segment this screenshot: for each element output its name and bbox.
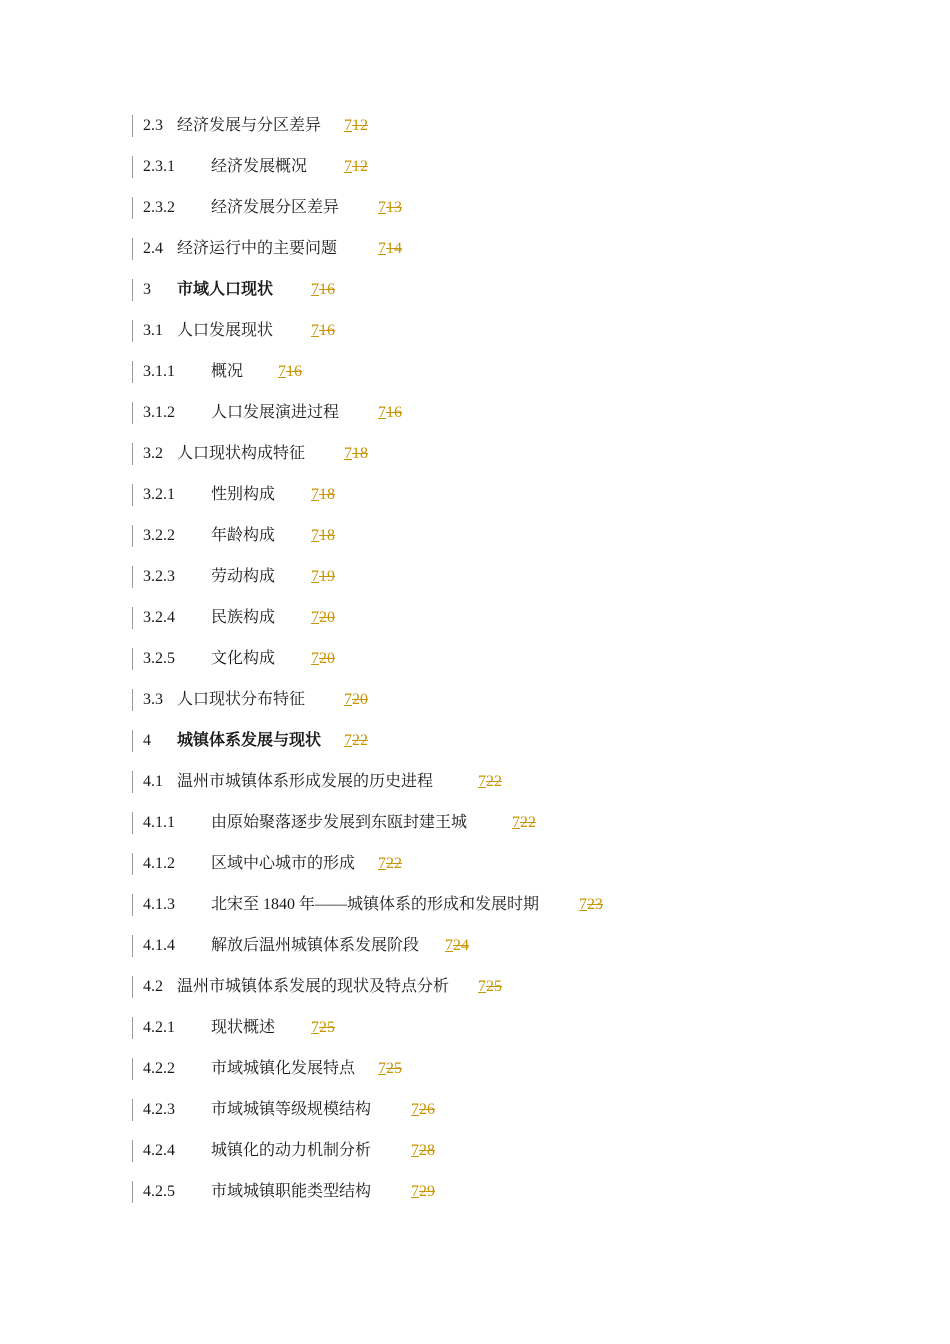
change-bar [132,402,133,424]
toc-entry-title: 现状概述 [211,1019,276,1036]
deleted-page-number: 16 [319,322,335,339]
toc-page-ref[interactable] [411,1182,435,1202]
toc-entry-4-1-3[interactable] [132,887,912,928]
change-bar [132,443,133,465]
deleted-page-number: 22 [486,773,502,790]
change-bar [132,894,133,916]
deleted-page-number: 18 [319,486,335,503]
toc-entry-3-1[interactable] [132,313,912,354]
toc-entry-number: 4.2.4 [143,1142,175,1159]
deleted-page-number: 29 [419,1183,435,1200]
toc-page-ref[interactable] [378,403,402,423]
toc-page-ref[interactable] [378,239,402,259]
deleted-page-number: 16 [319,281,335,298]
toc-page-ref[interactable] [478,977,502,997]
toc-entry-title: 市域城镇化发展特点 [211,1060,356,1077]
toc-entry-title: 经济运行中的主要问题 [177,240,338,257]
toc-entry-number: 4.1.4 [143,937,175,954]
toc-entry-number: 3.2 [143,445,163,462]
toc-entry-number: 2.3.2 [143,199,175,216]
toc-page-ref[interactable] [311,526,335,546]
deleted-page-number: 22 [386,855,402,872]
change-bar [132,1099,133,1121]
change-bar [132,689,133,711]
toc-page-ref[interactable] [344,731,368,751]
toc-entry-number: 3.2.1 [143,486,175,503]
toc-entry-number: 3.2.5 [143,650,175,667]
toc-entry-number: 2.4 [143,240,163,257]
toc-entry-number: 4.2.3 [143,1101,175,1118]
toc-page-ref[interactable] [311,485,335,505]
toc-entry-title: 人口现状分布特征 [177,691,306,708]
change-bar [132,279,133,301]
toc-page-ref[interactable] [579,895,603,915]
toc-entry-title: 由原始聚落逐步发展到东瓯封建王城 [211,814,468,831]
inserted-page-number: 7 [344,732,352,749]
change-bar [132,197,133,219]
toc-page-ref[interactable] [278,362,302,382]
toc-entry-title: 市域人口现状 [177,281,274,298]
inserted-page-number: 7 [311,609,319,626]
toc-page-ref[interactable] [411,1100,435,1120]
change-bar [132,361,133,383]
toc-entry-2-4[interactable] [132,231,912,272]
toc-entry-title: 经济发展概况 [211,158,308,175]
toc-entry-3-1-2[interactable] [132,395,912,436]
toc-entry-title: 民族构成 [211,609,276,626]
deleted-page-number: 18 [352,445,368,462]
inserted-page-number: 7 [278,363,286,380]
toc-entry-number: 2.3 [143,117,163,134]
toc-page-ref[interactable] [445,936,469,956]
inserted-page-number: 7 [344,445,352,462]
change-bar [132,771,133,793]
toc-page-ref[interactable] [311,321,335,341]
toc-entry-3[interactable] [132,272,912,313]
inserted-page-number: 7 [344,158,352,175]
change-bar [132,156,133,178]
toc-entry-title: 市域城镇职能类型结构 [211,1183,372,1200]
inserted-page-number: 7 [411,1183,419,1200]
deleted-page-number: 24 [453,937,469,954]
change-bar [132,935,133,957]
deleted-page-number: 26 [419,1101,435,1118]
inserted-page-number: 7 [344,117,352,134]
deleted-page-number: 14 [386,240,402,257]
toc-page-ref[interactable] [311,649,335,669]
deleted-page-number: 22 [352,732,368,749]
toc-entry-3-2-2[interactable] [132,518,912,559]
toc-page-ref[interactable] [411,1141,435,1161]
deleted-page-number: 25 [386,1060,402,1077]
change-bar [132,1181,133,1203]
inserted-page-number: 7 [311,1019,319,1036]
toc-page-ref[interactable] [478,772,502,792]
change-bar [132,1140,133,1162]
toc-entry-3-3[interactable] [132,682,912,723]
toc-entry-number: 3 [143,281,151,298]
toc-entry-title: 区域中心城市的形成 [211,855,356,872]
inserted-page-number: 7 [411,1101,419,1118]
toc-entry-title: 解放后温州城镇体系发展阶段 [211,937,420,954]
toc-entry-4[interactable] [132,723,912,764]
deleted-page-number: 20 [319,609,335,626]
toc-entry-title: 人口发展演进过程 [211,404,340,421]
toc-entry-4-2-2[interactable] [132,1051,912,1092]
toc-entry-title: 劳动构成 [211,568,276,585]
toc-page-ref[interactable] [344,444,368,464]
toc-entry-2-3-2[interactable] [132,190,912,231]
toc-page-ref[interactable] [378,1059,402,1079]
change-bar [132,1058,133,1080]
inserted-page-number: 7 [378,855,386,872]
inserted-page-number: 7 [311,650,319,667]
inserted-page-number: 7 [311,486,319,503]
toc-entry-number: 4.1.3 [143,896,175,913]
change-bar [132,484,133,506]
deleted-page-number: 13 [386,199,402,216]
inserted-page-number: 7 [311,281,319,298]
toc-entry-number: 4.1.2 [143,855,175,872]
toc-entry-title: 经济发展分区差异 [211,199,340,216]
toc-entry-title: 城镇体系发展与现状 [177,732,322,749]
toc-entry-number: 3.1.2 [143,404,175,421]
deleted-page-number: 28 [419,1142,435,1159]
inserted-page-number: 7 [311,568,319,585]
toc-entry-number: 4.2.5 [143,1183,175,1200]
change-bar [132,566,133,588]
deleted-page-number: 16 [286,363,302,380]
change-bar [132,607,133,629]
change-bar [132,976,133,998]
toc-entry-title: 年龄构成 [211,527,276,544]
toc-entry-title: 市域城镇等级规模结构 [211,1101,372,1118]
toc-page-ref[interactable] [344,157,368,177]
toc-entry-4-2-4[interactable] [132,1133,912,1174]
toc-page-ref[interactable] [311,608,335,628]
deleted-page-number: 25 [319,1019,335,1036]
toc-entry-title: 人口发展现状 [177,322,274,339]
toc-entry-4-2-1[interactable] [132,1010,912,1051]
toc-entry-3-2-4[interactable] [132,600,912,641]
toc-entry-title: 温州市城镇体系形成发展的历史进程 [177,773,434,790]
deleted-page-number: 12 [352,158,368,175]
inserted-page-number: 7 [512,814,520,831]
toc-entry-title: 经济发展与分区差异 [177,117,322,134]
toc-page-ref[interactable] [344,116,368,136]
inserted-page-number: 7 [478,773,486,790]
toc-entry-3-1-1[interactable] [132,354,912,395]
toc-entry-title: 北宋至 1840 年——城镇体系的形成和发展时期 [211,896,540,913]
toc-entry-number: 4.2.2 [143,1060,175,1077]
inserted-page-number: 7 [378,1060,386,1077]
change-bar [132,853,133,875]
deleted-page-number: 12 [352,117,368,134]
deleted-page-number: 20 [319,650,335,667]
change-bar [132,812,133,834]
deleted-page-number: 19 [319,568,335,585]
toc-entry-title: 城镇化的动力机制分析 [211,1142,372,1159]
change-bar [132,115,133,137]
inserted-page-number: 7 [378,404,386,421]
toc-entry-3-2-5[interactable] [132,641,912,682]
toc-page-ref[interactable] [311,567,335,587]
deleted-page-number: 22 [520,814,536,831]
inserted-page-number: 7 [311,527,319,544]
inserted-page-number: 7 [378,240,386,257]
toc-entry-number: 3.3 [143,691,163,708]
inserted-page-number: 7 [579,896,587,913]
deleted-page-number: 16 [386,404,402,421]
toc-entry-number: 3.1 [143,322,163,339]
toc-page-ref[interactable] [344,690,368,710]
change-bar [132,648,133,670]
toc-entry-3-2-1[interactable] [132,477,912,518]
toc-page-ref[interactable] [378,854,402,874]
toc-entry-title: 文化构成 [211,650,276,667]
toc-entry-number: 4.1.1 [143,814,175,831]
table-of-contents [132,108,912,1215]
toc-entry-4-1-1[interactable] [132,805,912,846]
toc-entry-4-1-4[interactable] [132,928,912,969]
toc-entry-number: 3.2.4 [143,609,175,626]
inserted-page-number: 7 [378,199,386,216]
toc-entry-2-3-1[interactable] [132,149,912,190]
toc-entry-2-3[interactable] [132,108,912,149]
change-bar [132,238,133,260]
toc-entry-title: 人口现状构成特征 [177,445,306,462]
inserted-page-number: 7 [344,691,352,708]
toc-page-ref[interactable] [311,280,335,300]
change-bar [132,1017,133,1039]
toc-entry-4-2[interactable] [132,969,912,1010]
change-bar [132,525,133,547]
deleted-page-number: 20 [352,691,368,708]
toc-entry-number: 3.2.3 [143,568,175,585]
toc-entry-number: 4.2.1 [143,1019,175,1036]
inserted-page-number: 7 [411,1142,419,1159]
toc-page-ref[interactable] [378,198,402,218]
deleted-page-number: 18 [319,527,335,544]
toc-entry-title: 性别构成 [211,486,276,503]
toc-entry-title: 温州市城镇体系发展的现状及特点分析 [177,978,450,995]
toc-entry-4-1-2[interactable] [132,846,912,887]
toc-entry-number: 2.3.1 [143,158,175,175]
change-bar [132,320,133,342]
toc-entry-3-2[interactable] [132,436,912,477]
toc-entry-4-1[interactable] [132,764,912,805]
toc-entry-number: 4 [143,732,151,749]
change-bar [132,730,133,752]
toc-entry-3-2-3[interactable] [132,559,912,600]
toc-page-ref[interactable] [512,813,536,833]
toc-page-ref[interactable] [311,1018,335,1038]
toc-entry-number: 3.2.2 [143,527,175,544]
toc-entry-4-2-3[interactable] [132,1092,912,1133]
inserted-page-number: 7 [478,978,486,995]
toc-entry-number: 4.1 [143,773,163,790]
inserted-page-number: 7 [311,322,319,339]
deleted-page-number: 23 [587,896,603,913]
toc-entry-number: 4.2 [143,978,163,995]
toc-entry-4-2-5[interactable] [132,1174,912,1215]
toc-entry-number: 3.1.1 [143,363,175,380]
deleted-page-number: 25 [486,978,502,995]
toc-entry-title: 概况 [211,363,244,380]
inserted-page-number: 7 [445,937,453,954]
